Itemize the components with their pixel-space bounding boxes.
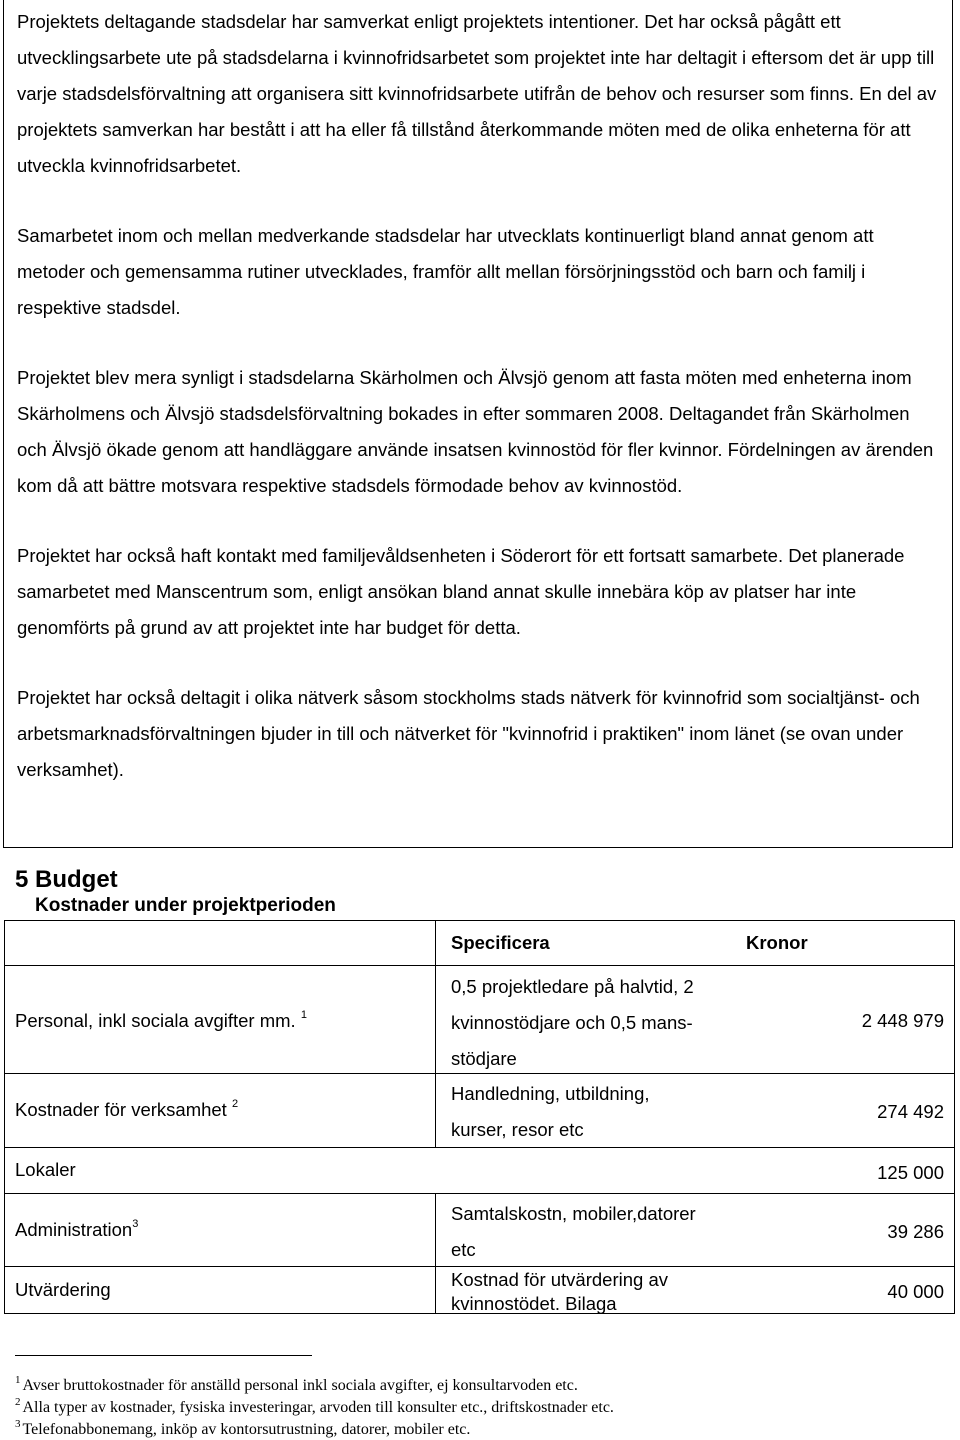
- table-rule-top: [4, 920, 954, 921]
- paragraph-5: Projektet har också deltagit i olika nätverk såsom stockholms stads nätverk för kvinnofrid som socialtjänst- och arbetsmarknadsförvaltningen bjuder in till och nätverket för "kvinnofrid i praktiken" inom länet (se ovan under verksamhet).: [17, 687, 920, 780]
- table-row-item: Utvärdering: [15, 1279, 111, 1300]
- table-row-specify: Samtalskostn, mobiler,datorer etc: [451, 1203, 696, 1260]
- footnote-3: $^3$ Telefonabbonemang, inköp av kontorsutrustning, datorer, mobiler etc.: [15, 1418, 471, 1438]
- footnote-1: $^1$ Avser bruttokostnader för anställd personal inkl sociala avgifter, ej konsultarvoden etc.: [15, 1374, 578, 1394]
- table-row-amount: 39 286: [887, 1221, 944, 1242]
- footnote-2: $^2$ Alla typer av kostnader, fysiska investeringar, arvoden till konsulter etc., driftskostnader etc.: [15, 1396, 614, 1416]
- budget-table: [4, 920, 960, 1315]
- table-rule: [4, 1193, 954, 1194]
- text-box: [3, 0, 953, 848]
- table-rule-col: [435, 920, 436, 1147]
- table-row-amount: 274 492: [877, 1101, 944, 1122]
- table-rule-right: [954, 920, 955, 1314]
- table-row-item: Lokaler: [15, 1159, 76, 1180]
- table-rule-left: [4, 920, 5, 1314]
- table-row-amount: 40 000: [887, 1281, 944, 1302]
- paragraph-2: Samarbetet inom och mellan medverkande stadsdelar har utvecklats kontinuerligt bland annat genom att metoder och gemensamma rutiner utvecklades, framför allt mellan försörjningsstöd och barn och familj i respektive stadsdel.: [17, 225, 874, 318]
- table-rule: [4, 965, 954, 966]
- table-row-amount: 2 448 979: [861, 1010, 944, 1031]
- footnote-ref: 2: [231, 1098, 239, 1110]
- table-row-specify: Kostnad för utvärdering av kvinnostödet. Bilaga: [451, 1269, 668, 1314]
- header-specify: Specificera: [451, 932, 550, 953]
- table-row-specify: Handledning, utbildning, kurser, resor etc: [451, 1083, 650, 1140]
- table-rule-col: [435, 1193, 436, 1313]
- table-row-item: Personal, inkl sociala avgifter mm. $^1$: [15, 1009, 307, 1031]
- footnote-ref: 1: [300, 1009, 307, 1021]
- section-heading: 5 Budget: [15, 866, 118, 893]
- footnote-ref: 3: [132, 1218, 139, 1230]
- table-row-item: Administration$^3$: [15, 1218, 139, 1240]
- paragraph-4: Projektet har också haft kontakt med familjevåldsenheten i Söderort för ett fortsatt samarbete. Det planerade samarbetet med Manscentrum som, enligt ansökan bland annat skulle innebära köp av platser har inte genomförts på grund av att projektet inte har budget för detta.: [17, 545, 905, 638]
- table-row-specify: 0,5 projektledare på halvtid, 2 kvinnostödjare och 0,5 mans- stödjare: [451, 976, 694, 1069]
- paragraph-1: Projektets deltagande stadsdelar har samverkat enligt projektets intentioner. Det har också pågått ett utvecklingsarbete ute på stadsdelarna i kvinnofridsarbetet som projektet inte har deltagit i eftersom det är upp till varje stadsdelsförvaltning att organisera sitt kvinnofridsarbete utifrån de behov och resurser som finns. En del av projektets samverkan har bestått i att ha eller få tillstånd återkommande möten med de olika enheterna för att utveckla kvinnofridsarbetet.: [17, 11, 937, 176]
- section-subheading: Kostnader under projektperioden: [35, 895, 336, 916]
- paragraph-3: Projektet blev mera synligt i stadsdelarna Skärholmen och Älvsjö genom att fasta möten med enheterna inom Skärholmens och Älvsjö stadsdelsförvaltning bokades in efter sommaren 2008. Deltagandet från Skärholmen och Älvsjö ökade genom att handläggare använde insatsen kvinnostöd för fler kvinnor. Fördelningen av ärenden kom då att bättre motsvara respektive stadsdels förmodade behov av kvinnostöd.: [17, 367, 934, 496]
- table-row-amount: 125 000: [877, 1162, 944, 1183]
- footnote-separator: [15, 1355, 312, 1356]
- header-amount: Kronor: [746, 932, 808, 953]
- table-row-item: Kostnader för verksamhet $^2$: [15, 1098, 239, 1120]
